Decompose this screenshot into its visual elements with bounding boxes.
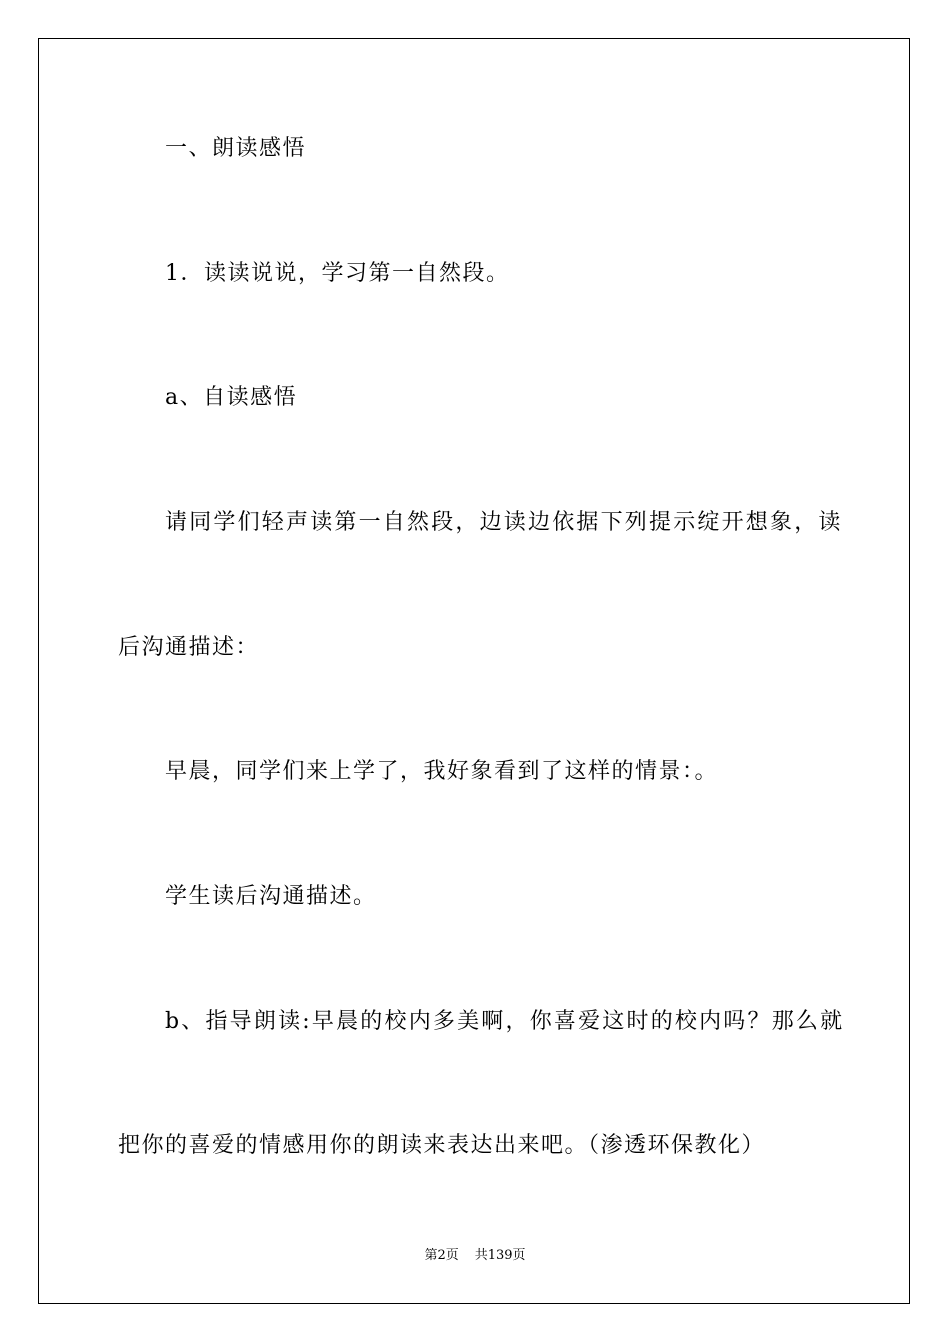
paragraph-line: 学生读后沟通描述。 — [165, 884, 377, 909]
paragraph-line: 请同学们轻声读第一自然段，边读边依据下列提示绽开想象，读 — [165, 510, 843, 535]
page-number: 第2页 — [424, 1248, 459, 1263]
paragraph-line: 早晨，同学们来上学了，我好象看到了这样的情景：。 — [165, 759, 719, 784]
page-footer — [0, 1247, 950, 1265]
section-heading: 一、朗读感悟 — [165, 136, 307, 161]
paragraph-line: a、自读感悟 — [165, 385, 298, 410]
paragraph-line: 1．读读说说，学习第一自然段。 — [165, 261, 510, 286]
paragraph-line: 把你的喜爱的情感用你的朗读来表达出来吧。（渗透环保教化） — [118, 1133, 766, 1158]
page-total: 共139页 — [474, 1248, 526, 1263]
paragraph-line: b、指导朗读:早晨的校内多美啊，你喜爱这时的校内吗？那么就 — [165, 1009, 845, 1034]
paragraph-line: 后沟通描述： — [118, 635, 260, 660]
page-border — [38, 38, 910, 1304]
